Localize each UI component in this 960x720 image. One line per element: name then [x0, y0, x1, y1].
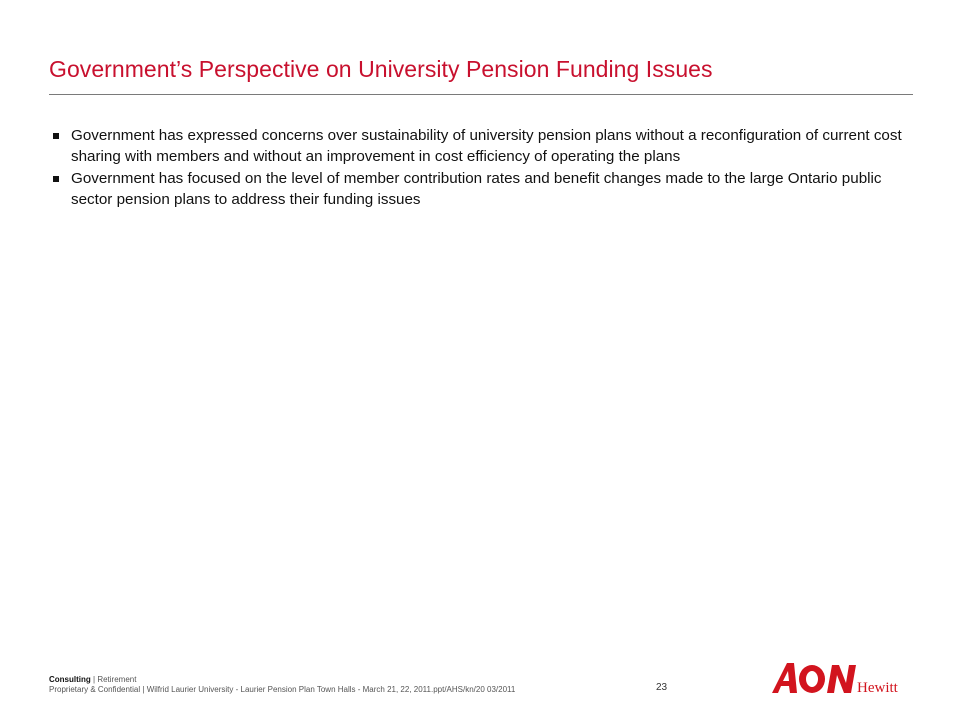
title-divider [49, 94, 913, 95]
footer-line-1 [49, 675, 515, 685]
bullet-item [51, 169, 911, 210]
page-number: 23 [656, 682, 668, 693]
square-bullet-icon [53, 176, 59, 182]
aon-wordmark [772, 663, 856, 693]
footer-line-2 [49, 685, 515, 695]
hewitt-wordmark: Hewitt [857, 680, 898, 696]
footer-practice: Retirement [97, 675, 137, 684]
footer-division: Consulting [49, 675, 91, 684]
bullet-list [51, 126, 911, 212]
bullet-text: Government has expressed concerns over sustainability of university pension plans without a reconfiguration of current cost sharing with members and without an improvement in cost efficiency of operating the plans [71, 127, 902, 165]
footer-document: Wilfrid Laurier University - Laurier Pension Plan Town Halls - March 21, 22, 2011.ppt/AHS/kn/20 03/2011 [146, 685, 516, 694]
bullet-text: Government has focused on the level of member contribution rates and benefit changes made to the large Ontario public sector pension plans to address their funding issues [71, 170, 882, 208]
aon-hewitt-logo [770, 657, 916, 697]
footer-text [49, 675, 515, 695]
slide-title: Government’s Perspective on University Pension Funding Issues [49, 56, 713, 82]
square-bullet-icon [53, 133, 59, 139]
footer-separator: | [142, 685, 145, 694]
bullet-item [51, 126, 911, 167]
footer-confidentiality: Proprietary & Confidential [49, 685, 141, 694]
footer-separator: | [93, 675, 96, 684]
